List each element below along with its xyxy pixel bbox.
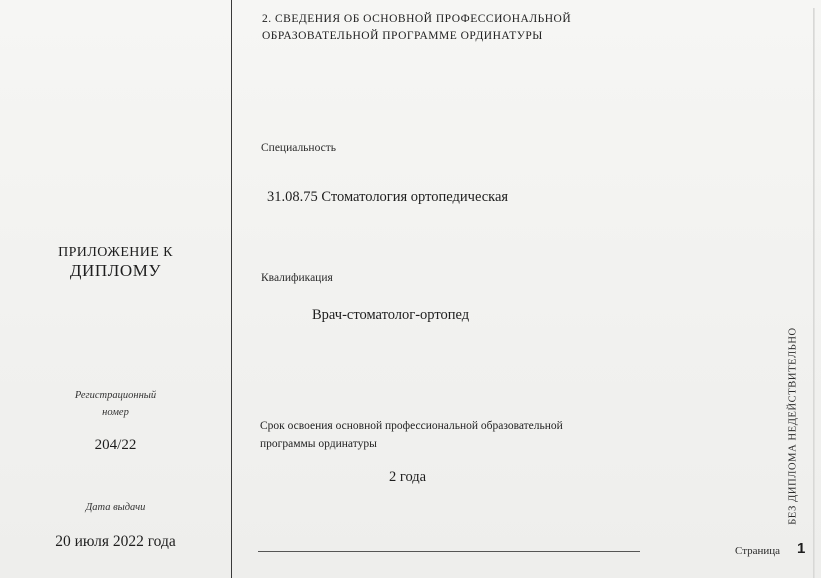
specialty-value: 31.08.75 Стоматология ортопедическая	[267, 189, 509, 205]
registration-label-line2: номер	[102, 407, 129, 418]
section-heading	[262, 11, 571, 45]
registration-number: 204/22	[94, 437, 137, 453]
qualification-label: Квалификация	[261, 272, 333, 284]
page-edge	[813, 8, 815, 578]
specialty-label: Специальность	[261, 142, 336, 154]
appendix-title	[0, 244, 231, 281]
study-period-label-line1: Срок освоения основной профессиональной образовательной	[260, 420, 563, 432]
section-heading-line2: ОБРАЗОВАТЕЛЬНОЙ ПРОГРАММЕ ОРДИНАТУРЫ	[262, 30, 543, 42]
signature-line	[258, 551, 640, 552]
study-period-label-line2: программы ординатуры	[260, 438, 377, 450]
registration-number-label	[0, 387, 231, 421]
column-divider	[231, 0, 232, 578]
study-period-label	[260, 417, 563, 453]
registration-label-line1: Регистрационный	[74, 390, 157, 401]
issue-date-label: Дата выдачи	[85, 502, 146, 513]
qualification-value: Врач-стоматолог-ортопед	[312, 307, 470, 323]
appendix-title-line1: ПРИЛОЖЕНИЕ К	[58, 245, 173, 260]
page-number: 1	[797, 540, 806, 557]
appendix-title-line2: ДИПЛОМУ	[69, 261, 162, 280]
section-heading-line1: 2. СВЕДЕНИЯ ОБ ОСНОВНОЙ ПРОФЕССИОНАЛЬНОЙ	[262, 13, 572, 25]
page-label: Страница	[735, 545, 781, 557]
issue-date: 20 июля 2022 года	[55, 533, 176, 550]
validity-note-text: БЕЗ ДИПЛОМА НЕДЕЙСТВИТЕЛЬНО	[787, 327, 799, 525]
study-period-value: 2 года	[389, 469, 427, 485]
